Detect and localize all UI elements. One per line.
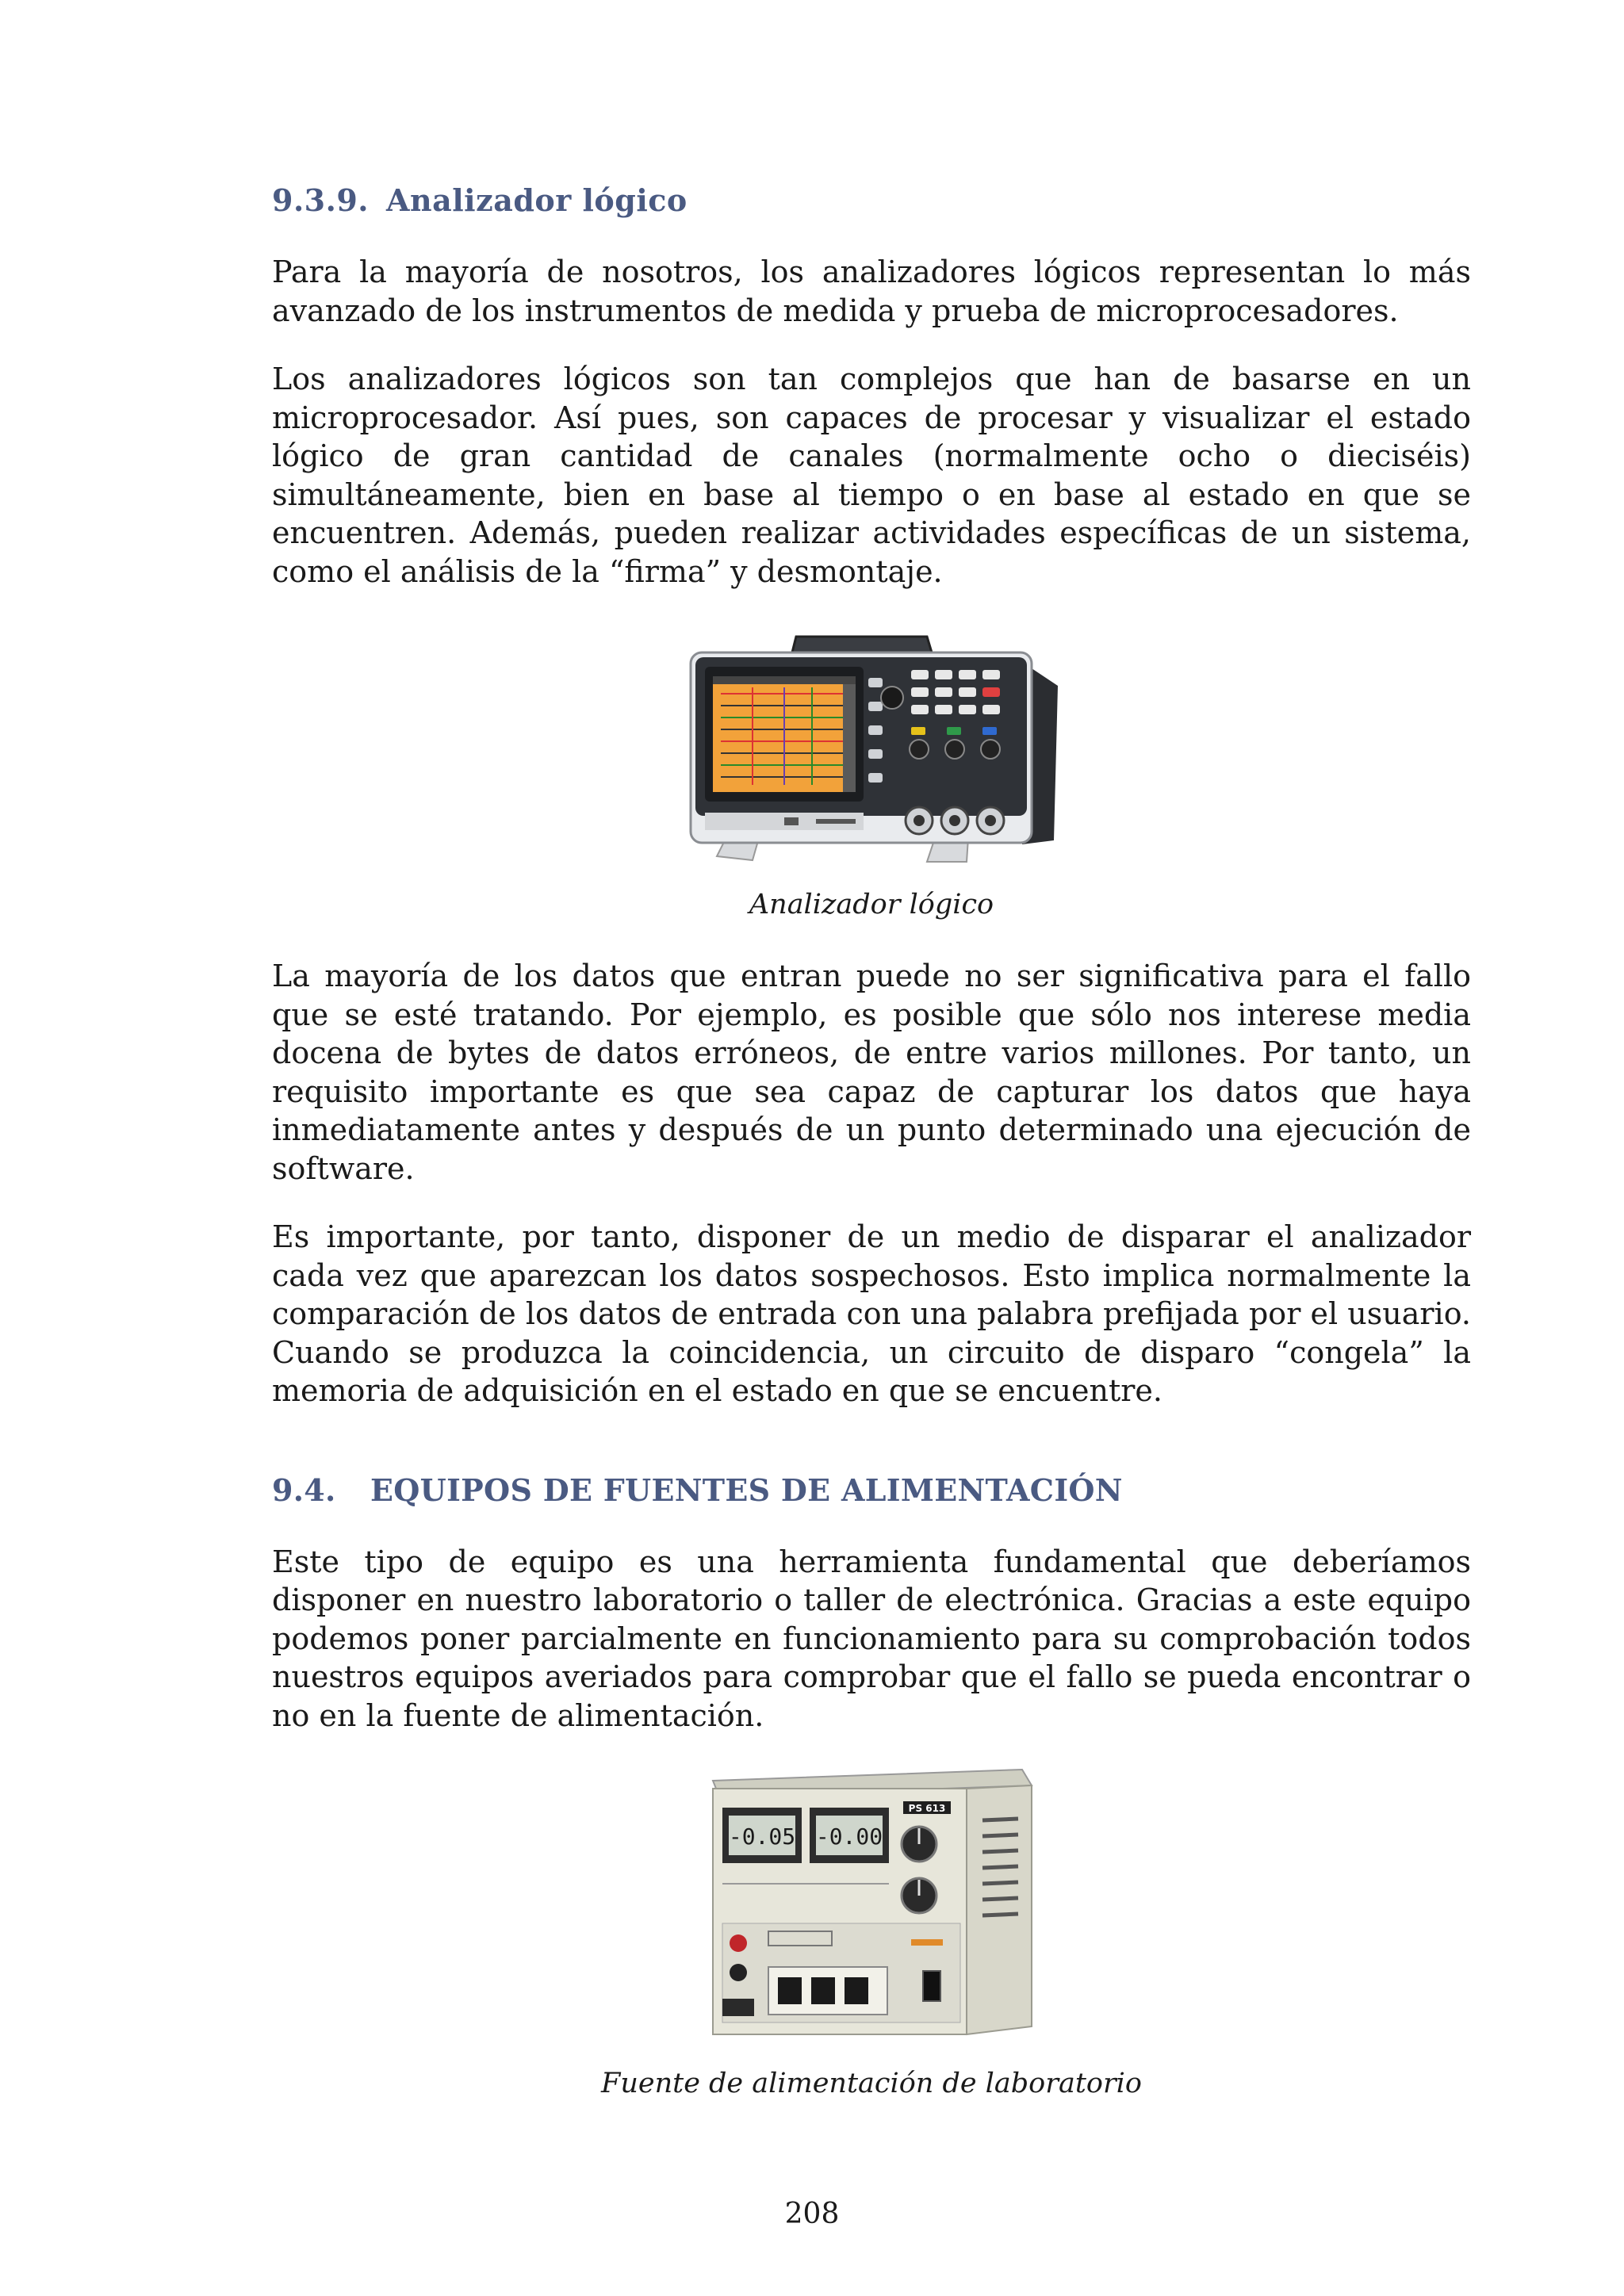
section-number: 9.3.9. bbox=[272, 182, 370, 218]
section-heading-94 bbox=[272, 1472, 1471, 1508]
page-content bbox=[272, 182, 1471, 2099]
logic-analyzer-figure bbox=[272, 630, 1471, 920]
section-title: Analizador lógico bbox=[386, 182, 688, 218]
figure-caption: Fuente de alimentación de laboratorio bbox=[601, 2068, 1142, 2099]
psu-model-label: PS 613 bbox=[908, 1803, 946, 1814]
psu-display-left: -0.05 bbox=[728, 1823, 796, 1850]
power-supply-figure bbox=[272, 1765, 1471, 2099]
paragraph: Los analizadores lógicos son tan complejos que han de basarse en un microprocesador. Así pues, son capaces de procesar y visualizar el estado lógico de gran cantidad de canales (normalmente ocho o dieciséis) simultáneamente, bien en base al tiempo o en base al estado en que se encuentren. Además, pueden realizar actividades específicas de un sistema, como el análisis de la “firma” y desmontaje. bbox=[272, 362, 1471, 589]
power-supply-image bbox=[705, 1765, 1038, 2045]
paragraph: La mayoría de los datos que entran puede no ser significativa para el fallo que se esté tratando. Por ejemplo, es posible que sólo nos interese media docena de bytes de datos erróneos, de entre varios millones. Por tanto, un requisito importante es que sea capaz de capturar los datos que haya inmediatamente antes y después de un punto determinado una ejecución de software. bbox=[272, 959, 1471, 1186]
section-heading-939 bbox=[272, 182, 1471, 218]
section-title: EQUIPOS DE FUENTES DE ALIMENTACIÓN bbox=[370, 1471, 1123, 1508]
paragraph: Este tipo de equipo es una herramienta fundamental que deberíamos disponer en nuestro laboratorio o taller de electrónica. Gracias a este equipo podemos poner parcialmente en funcionamiento para su comprobación todos nuestros equipos averiados para comprobar que el fallo se pueda encontrar o no en la fuente de alimentación. bbox=[272, 1544, 1471, 1733]
section-number: 9.4. bbox=[272, 1471, 336, 1508]
psu-display-right: -0.00 bbox=[815, 1823, 883, 1850]
page-number: 208 bbox=[784, 2198, 840, 2230]
paragraph: Es importante, por tanto, disponer de un medio de disparar el analizador cada vez que aparezcan los datos sospechosos. Esto implica normalmente la comparación de los datos de entrada con una palabra prefijada por el usuario. Cuando se produzca la coincidencia, un circuito de disparo “congela” la memoria de adquisición en el estado en que se encuentre. bbox=[272, 1219, 1471, 1408]
figure-caption: Analizador lógico bbox=[749, 889, 994, 920]
logic-analyzer-image bbox=[673, 630, 1070, 868]
paragraph: Para la mayoría de nosotros, los analizadores lógicos representan lo más avanzado de los instrumentos de medida y prueba de microprocesadores. bbox=[272, 254, 1471, 328]
